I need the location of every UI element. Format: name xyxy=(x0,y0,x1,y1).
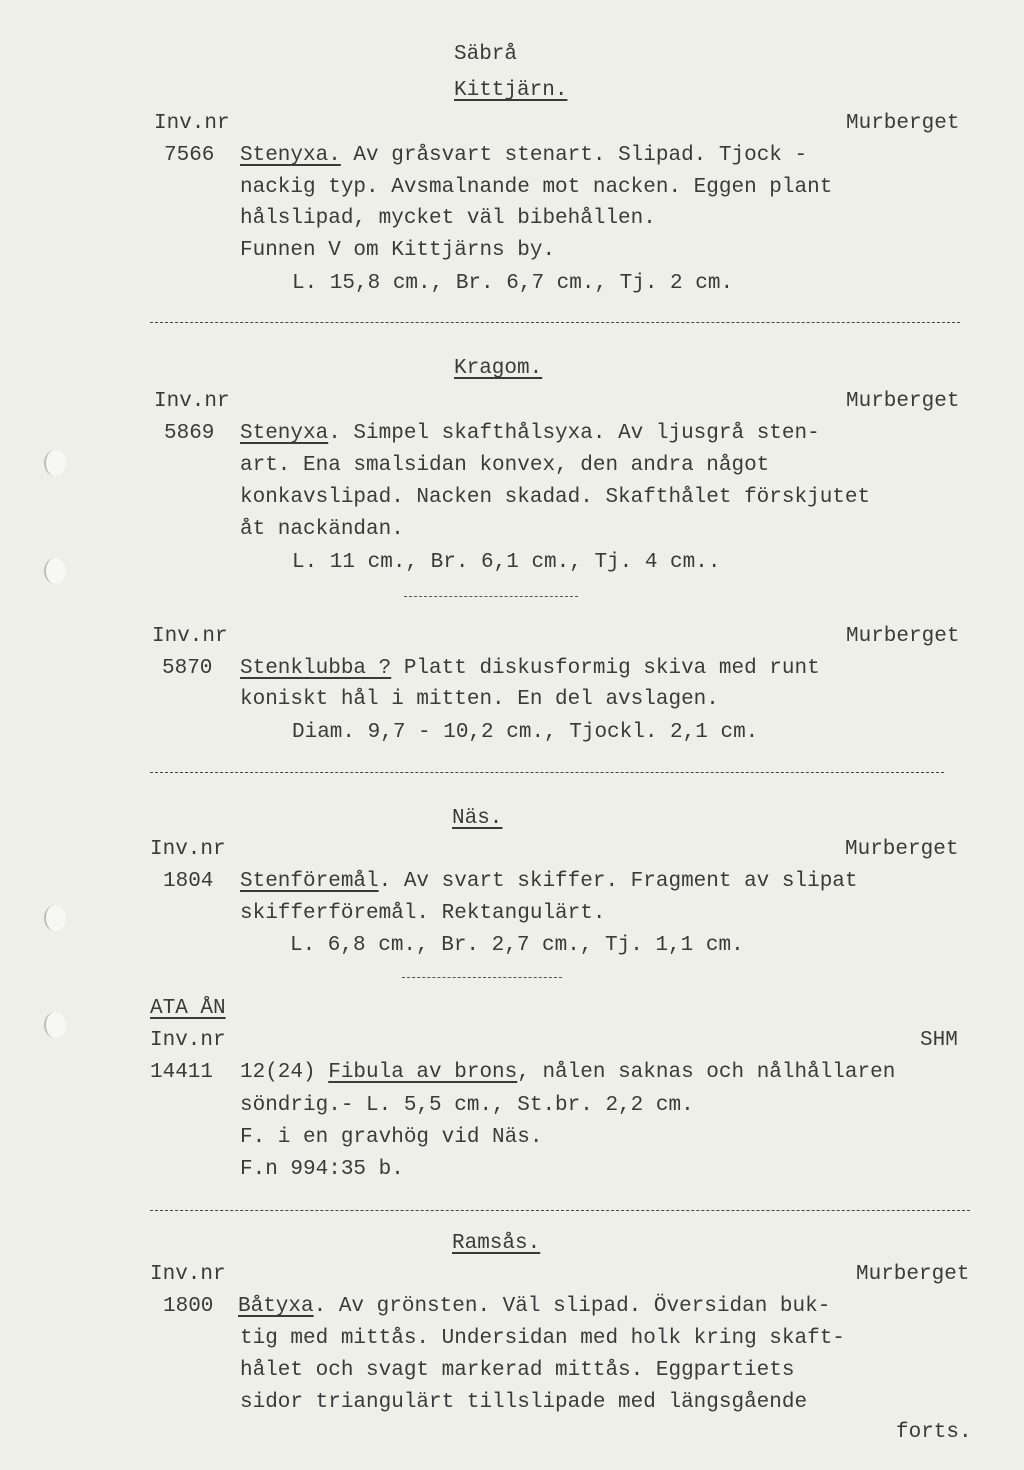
object-text: . Av svart skiffer. Fragment av slipat xyxy=(378,870,858,893)
entry-line: F.n 994:35 b. xyxy=(240,1158,404,1181)
inv-label: Inv.nr xyxy=(150,838,226,861)
object-text: . Simpel skafthålsyxa. Av ljusgrå sten- xyxy=(328,422,820,445)
inv-number: 1804 xyxy=(163,870,214,893)
object-ref: 12(24) xyxy=(240,1061,329,1084)
source-label: ATA ÅN xyxy=(150,997,226,1020)
entry-line: Funnen V om Kittjärns by. xyxy=(240,239,556,262)
place-heading: Kragom. xyxy=(454,357,543,380)
object-title: Stenyxa. xyxy=(240,144,341,167)
object-text: , nålen saknas och nålhållaren xyxy=(517,1061,896,1084)
inv-number: 14411 xyxy=(150,1061,214,1084)
inv-number: 1800 xyxy=(163,1295,214,1318)
museum-name: Murberget xyxy=(846,625,960,648)
entry-line: hålet och svagt markerad mittås. Eggpartiets xyxy=(240,1359,795,1382)
inv-label: Inv.nr xyxy=(150,1263,226,1286)
entry-line: nackig typ. Avsmalnande mot nacken. Eggen plant xyxy=(240,176,833,199)
inv-label: Inv.nr xyxy=(154,390,230,413)
section-divider xyxy=(150,1210,970,1211)
entry-line xyxy=(240,871,858,892)
object-title: Båtyxa xyxy=(238,1295,314,1318)
entry-line: koniskt hål i mitten. En del avslagen. xyxy=(240,688,719,711)
object-text: Av gråsvart stenart. Slipad. Tjock - xyxy=(340,144,808,167)
measurements: L. 6,8 cm., Br. 2,7 cm., Tj. 1,1 cm. xyxy=(290,934,744,957)
object-title: Stenklubba ? xyxy=(240,657,392,680)
entry-line: sidor triangulärt tillslipade med längsgående xyxy=(240,1391,808,1414)
entry-line: hålslipad, mycket väl bibehållen. xyxy=(240,207,656,230)
entry-line xyxy=(240,423,820,444)
entry-line xyxy=(240,1062,895,1083)
object-text: . Av grönsten. Väl slipad. Översidan buk- xyxy=(313,1295,831,1318)
inv-label: Inv.nr xyxy=(152,625,228,648)
museum-name: Murberget xyxy=(846,112,960,135)
continued-note: forts. xyxy=(896,1421,972,1444)
entry-divider xyxy=(402,977,562,978)
entry-line: konkavslipad. Nacken skadad. Skafthålet förskjutet xyxy=(240,486,871,509)
punch-hole xyxy=(44,450,66,476)
parish-title: Säbrå xyxy=(454,43,518,66)
section-divider xyxy=(150,322,960,323)
place-heading: Ramsås. xyxy=(452,1232,541,1255)
measurements: Diam. 9,7 - 10,2 cm., Tjockl. 2,1 cm. xyxy=(292,721,759,744)
object-title: Stenföremål xyxy=(240,870,379,893)
punch-hole xyxy=(44,558,66,584)
entry-line xyxy=(238,1296,830,1317)
entry-line: åt nackändan. xyxy=(240,518,404,541)
museum-name: Murberget xyxy=(845,838,959,861)
section-divider xyxy=(150,772,944,773)
object-title: Stenyxa xyxy=(240,422,329,445)
entry-line: tig med mittås. Undersidan med holk kring skaft- xyxy=(240,1327,845,1350)
inv-label: Inv.nr xyxy=(150,1029,226,1052)
inv-number: 5869 xyxy=(164,422,215,445)
object-text: Platt diskusformig skiva med runt xyxy=(391,657,820,680)
punch-hole xyxy=(44,1012,66,1038)
inv-number: 7566 xyxy=(164,144,215,167)
museum-name: Murberget xyxy=(846,390,960,413)
museum-name: Murberget xyxy=(856,1263,970,1286)
entry-line xyxy=(240,658,820,679)
punch-hole xyxy=(44,905,66,931)
measurements: L. 11 cm., Br. 6,1 cm., Tj. 4 cm.. xyxy=(292,551,721,574)
entry-line xyxy=(240,145,807,166)
place-heading: Kittjärn. xyxy=(454,79,568,102)
entry-line: söndrig.- L. 5,5 cm., St.br. 2,2 cm. xyxy=(240,1094,694,1117)
entry-line: skifferföremål. Rektangulärt. xyxy=(240,902,606,925)
place-heading: Näs. xyxy=(452,807,503,830)
object-title: Fibula av brons xyxy=(328,1061,518,1084)
entry-divider xyxy=(404,596,578,597)
entry-line: F. i en gravhög vid Näs. xyxy=(240,1126,543,1149)
inv-label: Inv.nr xyxy=(154,112,230,135)
entry-line: art. Ena smalsidan konvex, den andra något xyxy=(240,454,770,477)
measurements: L. 15,8 cm., Br. 6,7 cm., Tj. 2 cm. xyxy=(292,272,734,295)
inv-number: 5870 xyxy=(162,657,213,680)
museum-name: SHM xyxy=(920,1029,958,1052)
